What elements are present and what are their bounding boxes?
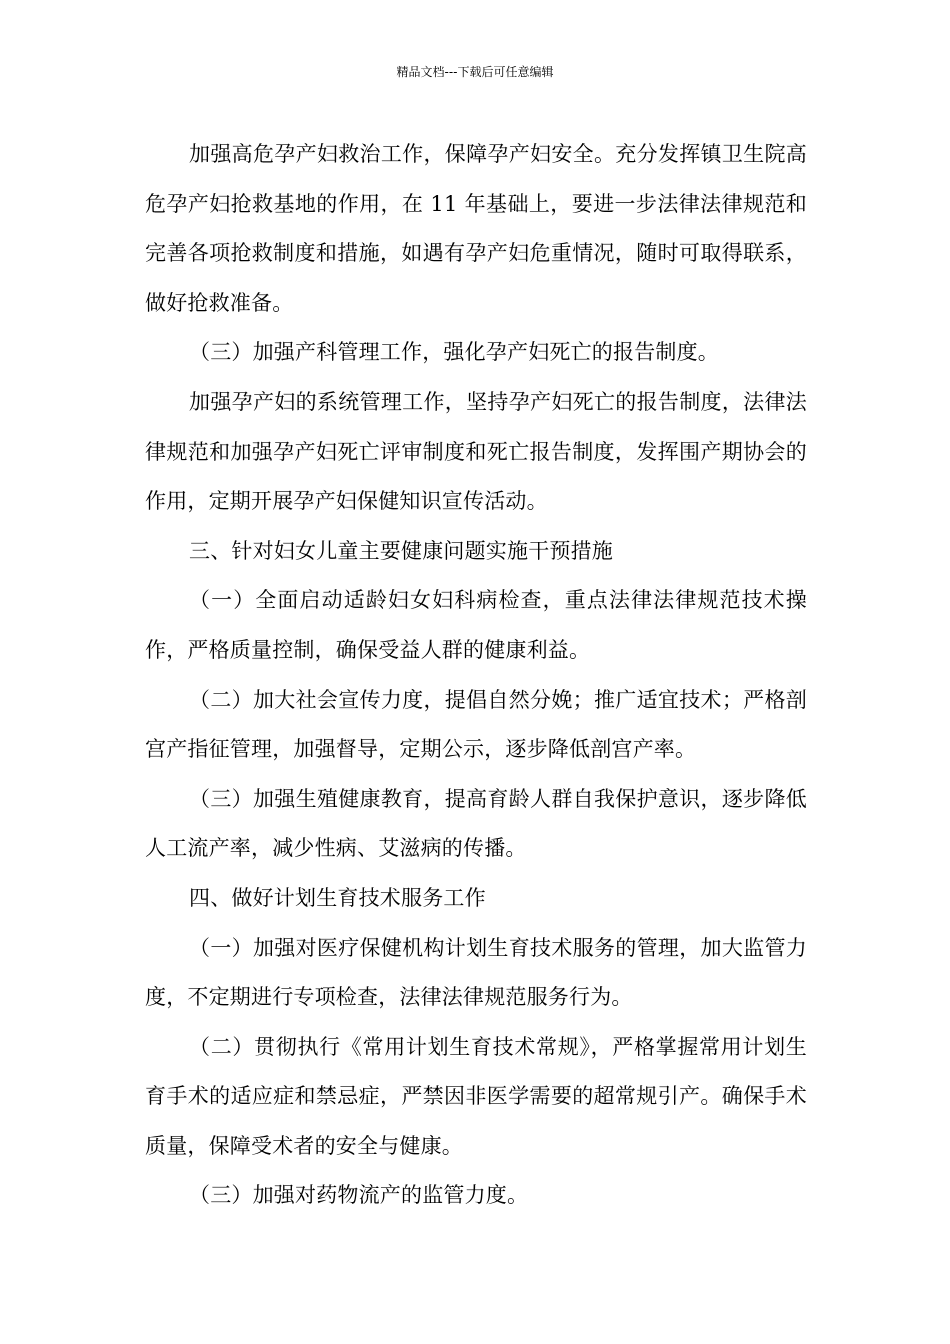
paragraph-technical-standards: （二）贯彻执行《常用计划生育技术常规》，严格掌握常用计划生育手术的适应症和禁忌症，严禁因非医学需要的超常规引产。确保手术质量，保障受术者的安全与健康。 [145, 1034, 807, 1158]
paragraph-obstetric-management-heading: （三）加强产科管理工作，强化孕产妇死亡的报告制度。 [189, 340, 719, 365]
section-heading-health-intervention: 三、针对妇女儿童主要健康问题实施干预措施 [189, 538, 613, 563]
paragraph-natural-delivery: （二）加大社会宣传力度，提倡自然分娩；推广适宜技术；严格剖宫产指征管理，加强督导，定期公示，逐步降低剖宫产率。 [145, 687, 807, 762]
page-header: 精品文档---下载后可任意编辑 [396, 65, 554, 79]
document-body [145, 130, 807, 1221]
paragraph-gynecological-screening: （一）全面启动适龄妇女妇科病检查，重点法律法律规范技术操作，严格质量控制，确保受益人群的健康利益。 [145, 588, 807, 662]
paragraph-systematic-management: 加强孕产妇的系统管理工作，坚持孕产妇死亡的报告制度，法律法律规范和加强孕产妇死亡评审制度和死亡报告制度，发挥围产期协会的作用，定期开展孕产妇保健知识宣传活动。 [145, 389, 807, 514]
paragraph-high-risk-rescue: 加强高危孕产妇救治工作，保障孕产妇安全。充分发挥镇卫生院高危孕产妇抢救基地的作用，在 11 年基础上，要进一步法律法律规范和完善各项抢救制度和措施，如遇有孕产妇危重情况，随时可取得联系，做好抢救准备。 [145, 142, 807, 315]
paragraph-service-supervision: （一）加强对医疗保健机构计划生育技术服务的管理，加大监管力度，不定期进行专项检查，法律法律规范服务行为。 [145, 935, 807, 1010]
section-heading-family-planning: 四、做好计划生育技术服务工作 [189, 885, 486, 910]
paragraph-drug-abortion-supervision: （三）加强对药物流产的监管力度。 [189, 1183, 529, 1208]
paragraph-reproductive-health: （三）加强生殖健康教育，提高育龄人群自我保护意识，逐步降低人工流产率，减少性病、艾滋病的传播。 [145, 786, 807, 861]
